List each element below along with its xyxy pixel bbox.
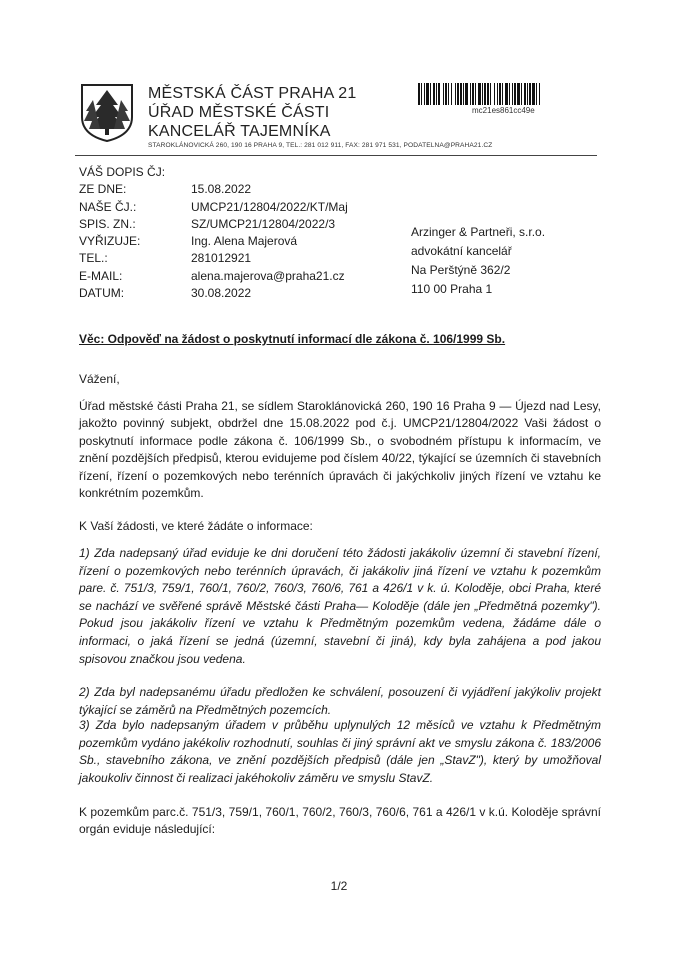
recipient-line: advokátní kancelář xyxy=(411,244,512,258)
reference-row xyxy=(79,216,348,233)
reference-row xyxy=(79,268,348,285)
reference-row xyxy=(79,285,348,302)
coat-of-arms-icon xyxy=(80,83,134,143)
reference-label: ZE DNE: xyxy=(79,182,127,197)
reference-row xyxy=(79,250,348,267)
office-address: STAROKLÁNOVICKÁ 260, 190 16 PRAHA 9, TEL.: 281 012 911, FAX: 281 971 531, PODATELNA@PRAHA21.CZ xyxy=(148,142,493,149)
recipient-line: Na Perštýně 362/2 xyxy=(411,263,511,277)
reference-label: E-MAIL: xyxy=(79,268,123,283)
reference-label: TEL.: xyxy=(79,251,108,266)
reference-label: VYŘIZUJE: xyxy=(79,234,141,249)
reference-label: VÁŠ DOPIS ČJ: xyxy=(79,165,166,179)
recipient-line: Arzinger & Partneři, s.r.o. xyxy=(411,225,546,239)
office-name-line: KANCELÁŘ TAJEMNÍKA xyxy=(148,123,331,140)
reference-row xyxy=(79,233,348,250)
request-intro: K Vaší žádosti, ve které žádáte o informace: xyxy=(79,519,313,533)
recipient-line: 110 00 Praha 1 xyxy=(411,282,493,296)
question-1: 1) Zda nadepsaný úřad eviduje ke dni doručení této žádosti jakákoliv územní či stavební řízení, řízení o pozemkových nebo terénních úpravách, či jakákoliv jiná řízení ve vztahu k pozemkům pare. č. 751/3, 759/1, 760/1, 760/2, 760/3, 760/6, 761 a 426/1 v k. ú. Koloděje, obci Praha, které se nachází ve svěřené správě Městské části Praha— Koloděje (dále jen „Předmětná pozemky"). Pokud jsou jakákoliv řízení ve vztahu k Předmětným pozemkům vedena, žádáme dále o informaci, o jaká řízení se jedná (územní, stavební či jiná), kdy byla zahájena a pod jakou spisovou značkou jsou vedena. xyxy=(79,546,601,666)
barcode-text: mc21es861cc49e xyxy=(472,106,535,115)
reference-value: 281012921 xyxy=(191,251,252,266)
reference-label: NAŠE ČJ.: xyxy=(79,199,137,214)
reference-value: SZ/UMCP21/12804/2022/3 xyxy=(191,216,336,231)
reference-row xyxy=(79,181,348,198)
office-name xyxy=(148,84,356,141)
office-name-line: MĚSTSKÁ ČÁST PRAHA 21 xyxy=(148,85,357,102)
reference-row xyxy=(79,199,348,216)
salutation: Vážení, xyxy=(79,372,120,386)
reference-label: SPIS. ZN.: xyxy=(79,216,136,231)
reference-row xyxy=(79,164,348,181)
recipient-address xyxy=(411,223,545,299)
reference-value: alena.majerova@praha21.cz xyxy=(191,268,345,283)
closing-paragraph: K pozemkům parc.č. 751/3, 759/1, 760/1, 760/2, 760/3, 760/6, 761 a 426/1 v k.ú. Koloděje správní orgán eviduje následující: xyxy=(79,805,601,837)
barcode xyxy=(418,83,590,105)
reference-value: 30.08.2022 xyxy=(191,286,252,301)
question-2: 2) Zda byl nadepsanému úřadu předložen ke schválení, posouzení či vyjádření jakýkoliv projekt týkající se záměrů na Předmětných pozemcích. xyxy=(79,685,601,717)
page-number: 1/2 xyxy=(330,879,348,893)
office-name-line: ÚŘAD MĚSTSKÉ ČÁSTI xyxy=(148,104,330,121)
reference-label: DATUM: xyxy=(79,286,125,301)
reference-value: UMCP21/12804/2022/KT/Maj xyxy=(191,199,348,214)
subject-line: Věc: Odpověď na žádost o poskytnutí informací dle zákona č. 106/1999 Sb. xyxy=(79,332,506,346)
header-divider xyxy=(75,155,597,156)
reference-value: 15.08.2022 xyxy=(191,182,252,197)
intro-paragraph: Úřad městské části Praha 21, se sídlem Staroklánovická 260, 190 16 Praha 9 — Újezd nad Lesy, jakožto povinný subjekt, obdržel dne 15.08.2022 pod č.j. UMCP21/12804/2022 Vaši žádost o poskytnutí informace podle zákona č. 106/1999 Sb., o svobodném přístupu k informacím, ve znění pozdějších předpisů, kterou evidujeme pod číslem 40/22, týkající se územních či stavebních řízení, řízení o pozemkových nebo terénních úpravách či jakýchkoliv jiných řízení ve vztahu ke konkrétním pozemkům. xyxy=(79,399,601,501)
reference-value: Ing. Alena Majerová xyxy=(191,234,298,249)
reference-block xyxy=(79,164,348,302)
question-3: 3) Zda bylo nadepsaným úřadem v průběhu uplynulých 12 měsíců ve vztahu k Předmětným pozemkům vydáno jakékoliv rozhodnutí, souhlas či jiný správní akt ve smyslu zákona č. 183/2006 Sb., stavebního zákona, ve znění pozdějších předpisů (dále jen „StavZ"), který by umožňoval jakoukoliv činnost či realizaci jakéhokoliv záměru ve smyslu StavZ. xyxy=(79,718,601,785)
